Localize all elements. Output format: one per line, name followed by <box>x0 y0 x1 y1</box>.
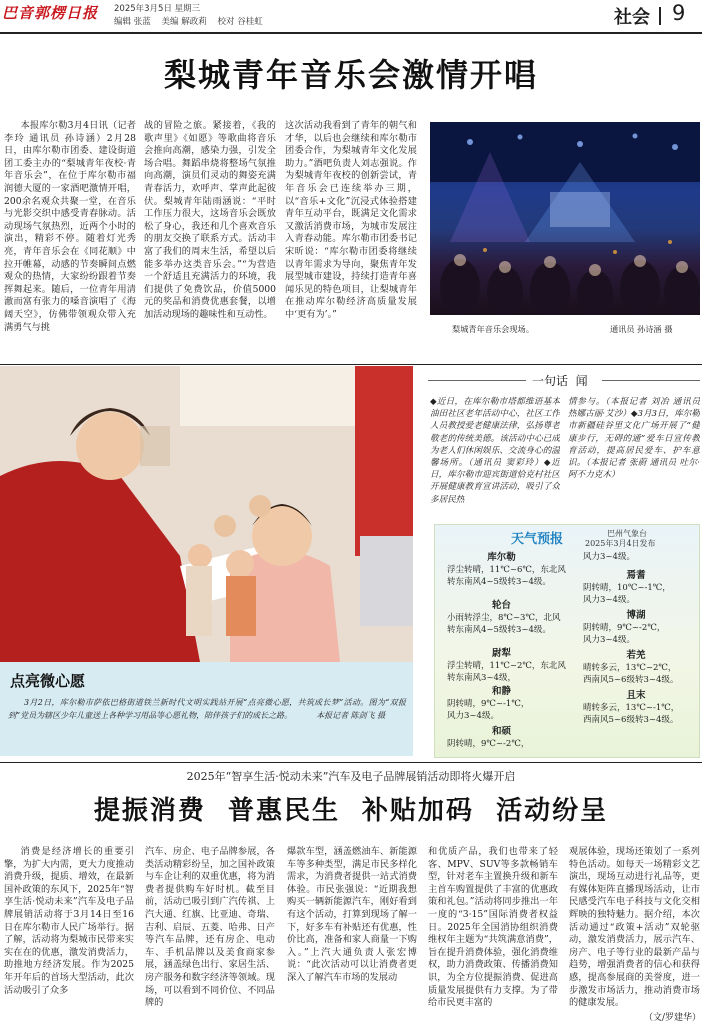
section-rule-2 <box>0 762 702 763</box>
weather-left-1: 轮台 小雨转浮尘，8℃~3℃，北风转东南风4~5级转3~4级。 <box>435 599 568 647</box>
wish-scene-graphic <box>0 366 413 662</box>
weather-right-2: 博湖 阴转晴，9℃~-2℃， 风力3~4级。 <box>571 609 701 649</box>
weather-city: 和静 <box>491 686 511 697</box>
masthead <box>0 0 702 32</box>
wish-caption-text: 3月2日，库尔勒市萨依巴格街道铁兰新时代文明实践站开展“点亮微心愿，共筑成长梦”活动。图为“双报到”党员为辖区少年儿童送上各种学习用品等心愿礼物，陪伴孩子们的成长之路。 本报记者 陈剑飞 摄 <box>8 698 406 720</box>
wish-caption-box <box>0 662 413 756</box>
briefs-title: 一句话 闻 <box>532 374 588 388</box>
header-rule <box>0 32 702 34</box>
weather-left-0: 库尔勒 浮尘转晴，11℃~6℃，东北风转东南风4~5级转3~4级。 <box>435 551 568 599</box>
weather-left-4: 和硕 阴转晴，9℃~-2℃， <box>435 725 568 755</box>
weather-right-4: 且末 晴转多云，13℃~-1℃， 西南风5~6级转3~4级。 <box>571 689 701 729</box>
concert-photo-credit: 通讯员 孙诗涵 摄 <box>610 324 673 334</box>
concert-scene-graphic <box>430 122 700 315</box>
article2-col3: 爆款车型，涵盖燃油车、新能源车等多种类型，满足市民多样化需求，为消费者提供一站式消费体验。市民张强说：“近期我想购买一辆新能源汽车，刚好看到有这个活动，打算到现场了解一下，好多车有补贴还有优惠，性价比高，准备和家人商量一下购入。”上汽大通负责人张宏博说：“此次活动可以让消费者更深入了解汽车市场的发展动 <box>287 846 417 983</box>
article2-signoff: （文/罗建华） <box>644 1013 702 1023</box>
concert-photo <box>430 122 700 315</box>
consumption-kicker: 2025年“智享生活·悦动未来”汽车及电子品牌展销活动即将火爆开启 <box>186 770 516 783</box>
consumption-headline: 提振消费 普惠民生 补贴加码 活动纷呈 <box>93 796 609 826</box>
weather-city: 若羌 <box>626 650 646 661</box>
weather-right-3: 若羌 晴转多云，13℃~2℃， 西南风5~6级转3~4级。 <box>571 649 701 689</box>
wish-photo <box>0 366 413 662</box>
weather-right-column <box>571 551 701 729</box>
article2-col4: 和优质产品，我们也带来了轻客、MPV、SUV等多款畅销车型，针对老车主置换升级和新车主首车购置提供了丰富的优惠政策和礼包。”活动将同步推出一年一度的“3·15”国际消费者权益日。2025年全国消协组织消费维权年主题为“共筑满意消费”，旨在提升消费体验，强化消费维权，助力消费政策、传播消费知识，为全方位提振消费、促进高质量发展提供有力支撑。为了带给市民更丰富的 <box>428 846 558 1009</box>
wish-title: 点亮微心愿 <box>10 672 86 690</box>
weather-left-column <box>435 551 568 755</box>
briefs-col1: ◆近日，在库尔勒市塔都维语基本油田社区老年活动中心，社区工作人员教授爱老健康法律，弘扬尊老敬老的传统美德。该活动中心已成为老人们休闲娱乐、交流身心的温馨场所。（通讯员 窦彩玲）◆近日，库尔勒市迎宾街道恰克村社区开展健康教育宣讲活动，吸引了众多居民热 <box>430 397 560 505</box>
article2-col5: 观展体验，现场还策划了一系列特色活动。如每天一场精彩文艺演出，现场互动进行礼品等，更有媒体矩阵直播现场活动，让市民感受汽车电子科技与文化交相辉映的独特魅力。据介绍，本次活动通过“政策+活动”双轮驱动，激发消费活力，展示汽车、房产、电子等行业的最新产品与趋势，增强消费者的信心和获得感，提高参展商的美誉度，进一步激发市场活力，推动消费市场的健康发展。 <box>569 846 700 1009</box>
weather-source: 巴州气象台 <box>607 529 647 538</box>
weather-left-3: 和静 阴转晴，9℃~-1℃， 风力3~4级。 <box>435 685 568 725</box>
weather-city: 且末 <box>626 690 646 701</box>
newspaper-logo: 巴音郭楞日报 <box>2 4 99 22</box>
headline-music-concert: 梨城青年音乐会激情开唱 <box>163 56 538 94</box>
weather-panel <box>434 524 700 758</box>
article1-col3: 这次活动我看到了青年的朝气和才华，以后也会继续和库尔勒市团委合作，为梨城青年文化发展助力。”酒吧负责人刘志强说。作为梨城青年夜校的创新尝试，青年音乐会已连续举办三期，以“音乐+文化”沉浸式体验搭建青年互动平台，既满足文化需求又激活消费市场，为城市发展注入青春动能。库尔勒市团委书记宋昕说：“库尔勒市团委将继续以青年需求为导向，聚焦青年发展型城市建设，持续打造青年喜闻乐见的特色项目，让梨城青年在推动库尔勒经济高质量发展中‘更有为’。” <box>285 120 417 320</box>
weather-city: 轮台 <box>491 600 511 611</box>
weather-title: 天气预报 <box>511 532 564 547</box>
wish-credit: 本报记者 陈剑飞 摄 <box>316 711 386 720</box>
header-date: 2025年3月5日 星期三 <box>114 4 201 14</box>
section-divider <box>659 7 661 25</box>
weather-right-1: 焉耆 阴转晴，10℃~-1℃， 风力3~4级。 <box>571 569 701 609</box>
page-number: 9 <box>672 1 686 25</box>
weather-left-2: 尉犁 浮尘转晴，11℃~2℃，东北风转东南风3~4级， <box>435 647 568 685</box>
briefs-col2: 情参与。（本报记者 刘冶 通讯员 热娜古丽·艾沙）◆3月3日，库尔勒市新疆硅谷里文化广场开展了“健康步行，无碍的通”爱车日宣传教育活动，提高居民爱车、护车意识。（本报记者 张蔚 通讯员 吐尔·阿不力克木） <box>568 397 700 481</box>
weather-city: 博湖 <box>626 610 646 621</box>
briefs-header <box>428 370 700 392</box>
article2-col1: 消费是经济增长的重要引擎，为扩大内需，更大力度推动消费升级，提质、增效，在最新国补政策的东风下，2025年“智享生活·悦动未来”汽车及电子品牌展销活动将于3月14日至16日在库尔勒市人民广场举行。据了解，活动将为梨城市民带来实实在在的优惠，激发消费活力，助推地方经济发展。作为2025年开年后的首场大型活动，此次活动吸引了众多 <box>4 846 134 996</box>
header-editors: 编辑 张蓝 美编 解政莉 校对 谷桂虹 <box>114 17 263 27</box>
article1-col2: 战的冒险之旅。紧接着，《我的歌声里》《如愿》等歌曲将音乐会推向高潮，感染力强，引发全场合唱。舞蹈串烧将整场气氛推向高潮，演员们灵动的舞姿充满青春活力，欢呼声、掌声此起彼伏。梨城青年陆雨涵说：“平时工作压力很大，这场音乐会既放松了身心，我还和几个喜欢音乐的朋友交换了联系方式。活动丰富了我们的周末生活，希望以后能多举办这类音乐会。”“为营造一个舒适且充满活力的环境，我们提供了免费饮品，价值5000元的奖品和消费优惠套餐，以增加活动现场的趣味性和互动性。 <box>144 120 276 320</box>
weather-date: 2025年3月4日发布 <box>585 539 656 548</box>
section-name: 社会 <box>614 7 650 28</box>
concert-photo-caption: 梨城青年音乐会现场。 <box>452 324 534 334</box>
weather-city: 焉耆 <box>626 570 646 581</box>
weather-city: 库尔勒 <box>487 552 516 563</box>
weather-city: 尉犁 <box>491 648 511 659</box>
weather-right-0: 风力3~4级。 <box>583 552 635 562</box>
article1-col1: 本报库尔勒3月4日讯（记者 李玲 通讯员 孙诗涵）2月28日，由库尔勒市团委、建设街道团工委主办的“梨城青年夜校·青年音乐会”，在位于库尔勒市福润德大厦的一家酒吧激情开唱，200余名观众共聚一堂，在音乐与光影交织中感受青春脉动。活动现场气氛热烈，近两个小时的演出，精彩不停。随着灯光秀亮，青年音乐会在《同花顺》中拉开帷幕，动感的节奏瞬间点燃观众的热情，大家纷纷跟着节奏挥舞起来。随后，一位青年用清澈而富有张力的嗓音演唱了《海阔天空》，仿佛带领观众带入充满勇气与挑 <box>4 120 136 333</box>
section-rule-1 <box>0 364 702 365</box>
article2-col2: 汽车、房企、电子品牌参展，各类活动精彩纷呈，加之国补政策与车企让利的双重优惠，将为消费者提供购车好时机。截至目前，活动已吸引到广汽传祺、上汽大通、红旗、比亚迪、奇瑞、吉利、启辰、五菱、哈弗、日产等汽车品牌，还有房企、电动车、手机品牌以及美食商家参展，涵盖绿色出行、家居生活、房产服务和数字经济等领域。现场，可以看到不同价位、不同品牌的 <box>145 846 275 1009</box>
weather-city: 和硕 <box>491 726 511 737</box>
